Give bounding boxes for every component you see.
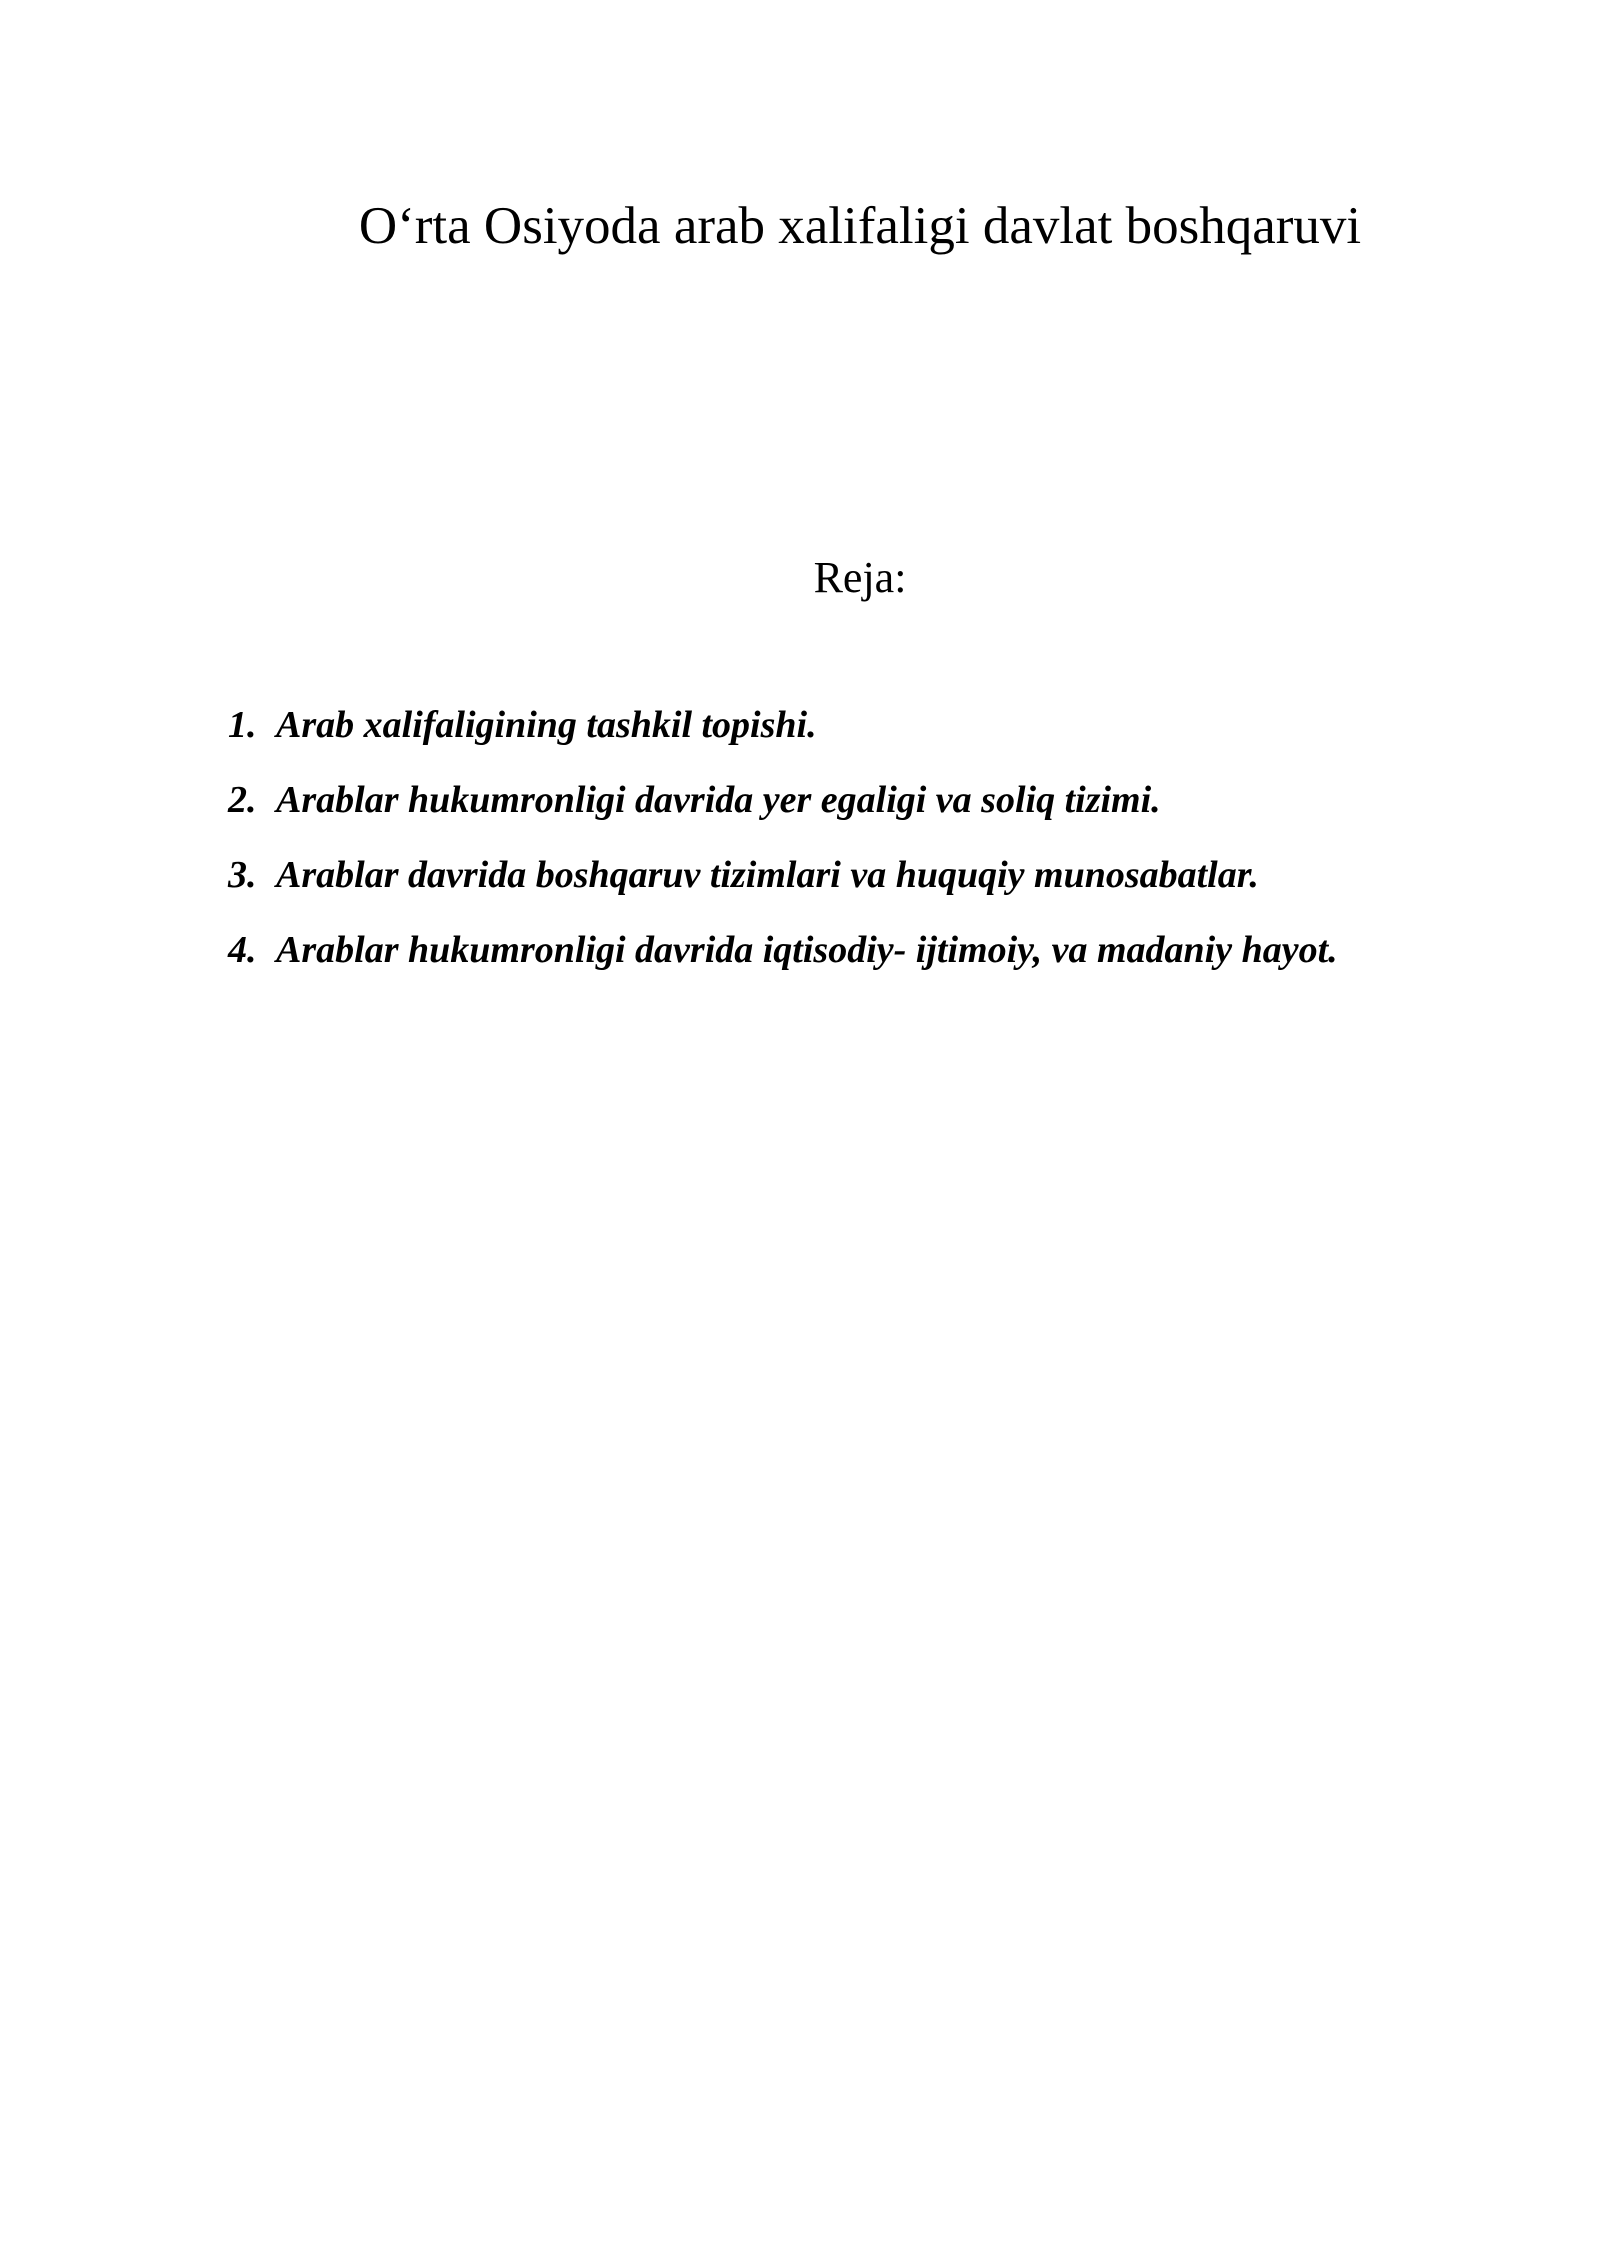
plan-item-number: 2. [228,779,257,821]
document-title: O‘rta Osiyoda arab xalifaligi davlat boshqaruvi [358,196,1362,255]
plan-item-number: 1. [228,704,257,746]
plan-list [228,688,1568,988]
plan-item [228,838,1568,913]
plan-item [228,763,1568,838]
plan-heading: Reja: [813,553,907,602]
plan-item-text: Arablar hukumronligi davrida yer egaligi va soliq tizimi. [276,779,1161,821]
plan-item-text: Arab xalifaligining tashkil topishi. [276,704,817,746]
plan-item-number: 3. [228,854,257,896]
plan-item-text: Arablar davrida boshqaruv tizimlari va huquqiy munosabatlar. [276,854,1259,896]
plan-item-number: 4. [228,929,257,971]
plan-item [228,913,1568,988]
plan-item [228,688,1568,763]
plan-item-text: Arablar hukumronligi davrida iqtisodiy- ijtimoiy, va madaniy hayot. [276,929,1338,971]
